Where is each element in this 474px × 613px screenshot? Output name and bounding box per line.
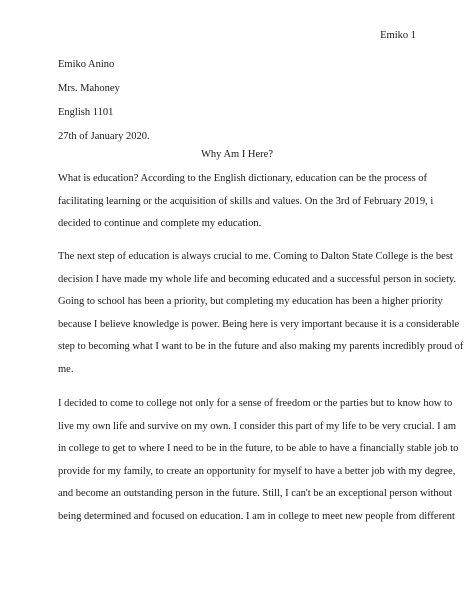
text-line: me. [58,363,74,375]
author-name: Emiko Anino [58,59,115,70]
text-line: in college to get to where I need to be in the future, to be able to have a financially stable job to [58,443,459,454]
paragraph-3 [58,397,459,532]
course-name: English 1101 [58,107,114,118]
text-line: decided to continue and complete my education. [58,218,262,229]
instructor-name: Mrs. Mahoney [58,83,120,94]
text-line: because I believe knowledge is power. Being here is very important because it is a considerable [58,318,460,330]
mla-heading [58,58,150,154]
text-line: decision I have made my whole life and becoming educated and a successful person in society. [58,273,457,285]
document-date: 27th of January 2020. [58,131,150,142]
text-line: The next step of education is always crucial to me. Coming to Dalton State College is the best [58,251,453,262]
text-line: What is education? According to the English dictionary, education can be the process of [58,173,428,184]
text-line: step to becoming what I want to be in the future and also making my parents incredibly proud of [58,341,464,352]
text-line: Going to school has been a priority, but completing my education has been a higher priority [58,296,443,307]
text-line: live my own life and survive on my own. I consider this part of my life to be very crucial. I am [58,420,457,432]
running-head: Emiko 1 [380,30,416,41]
text-line: provide for my family, to create an opportunity for myself to have a better job with my degree, [58,465,456,477]
text-line: being determined and focused on education. I am in college to meet new people from different [58,510,455,522]
text-line: facilitating learning or the acquisition of skills and values. On the 3rd of February 2019, i [58,195,434,207]
text-line: and become an outstanding person in the future. Still, I can't be an exceptional person without [58,488,453,499]
paragraph-1 [58,172,434,240]
text-line: I decided to come to college not only for a sense of freedom or the parties but to know how to [58,398,453,409]
paragraph-2 [58,250,464,385]
essay-title: Why Am I Here? [200,149,273,160]
